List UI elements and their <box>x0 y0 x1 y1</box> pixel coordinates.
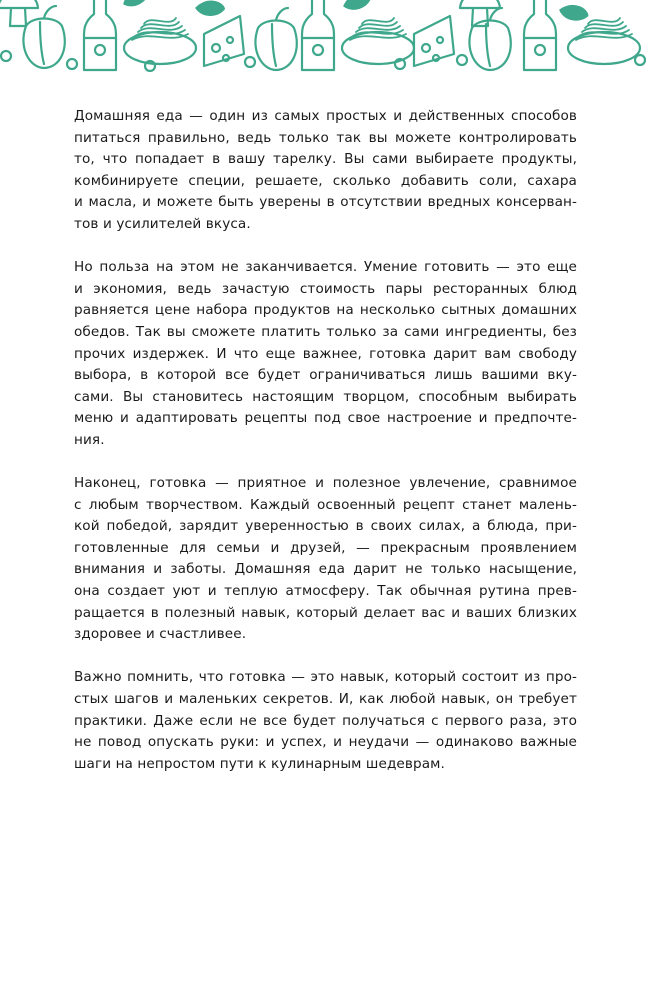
body-text <box>74 106 577 797</box>
text-line: и масла, и можете быть уверены в отсутствии вредных консерван- <box>74 194 577 211</box>
text-line: тов и усилителей вкуса. <box>74 215 251 232</box>
text-line: прочих издержек. И что еще важнее, готовка дарит вам свободу <box>74 345 577 362</box>
leaf-icon <box>195 0 225 18</box>
pea-icon <box>635 55 645 65</box>
paragraph <box>74 257 577 451</box>
text-line: питаться правильно, ведь только так вы можете контролировать <box>74 129 577 146</box>
food-pattern-banner <box>0 0 650 72</box>
text-line: готовленные для семьи и друзей, — прекрасным проявлением <box>74 539 577 556</box>
pea-icon <box>1 51 11 61</box>
text-line: Важно помнить, что готовка — это навык, который состоит из про- <box>74 669 577 686</box>
text-line: меню и адаптировать рецепты под свое настроение и предпочте- <box>74 410 577 427</box>
pea-icon <box>245 57 255 67</box>
bottle-icon <box>84 0 116 70</box>
paragraph <box>74 106 577 236</box>
text-line: не повод опускать руки: и успех, и неудачи — одинаково важные <box>74 734 577 751</box>
leaf-icon <box>342 0 372 11</box>
text-line: стых шагов и маленьких секретов. И, как любой навык, он требует <box>74 691 577 708</box>
text-line: то, что попадает в вашу тарелку. Вы сами выбираете продукты, <box>74 151 577 168</box>
text-line: практики. Даже если не все будет получаться с первого раза, это <box>74 712 577 729</box>
text-line: здоровее и счастливее. <box>74 626 247 643</box>
text-line: с любым творчеством. Каждый освоенный рецепт станет малень- <box>74 496 577 513</box>
text-line: выбора, в которой все будет ограничиваться лишь вашими вку- <box>74 367 577 384</box>
text-line: равняется цене набора продуктов на несколько сытных домашних <box>74 302 577 319</box>
paragraph <box>74 473 577 646</box>
text-line: шаги на непростом пути к кулинарным шедеврам. <box>74 755 445 772</box>
text-line: ращается в полезный навык, который делает вас и ваших близких <box>74 604 577 621</box>
text-line: она создает уют и теплую атмосферу. Так обычная рутина прев- <box>74 583 577 600</box>
pea-icon <box>457 55 467 65</box>
text-line: сами. Вы становитесь настоящим творцом, способным выбирать <box>74 388 577 405</box>
text-line: ния. <box>74 431 105 448</box>
bottle-icon <box>524 0 556 70</box>
bottle-icon <box>302 0 334 70</box>
text-line: Наконец, готовка — приятное и полезное увлечение, сравнимое <box>74 475 577 492</box>
mushroom-icon <box>0 0 38 8</box>
mushroom-icon <box>460 0 500 8</box>
text-line: и экономия, ведь зачастую стоимость пары ресторанных блюд <box>74 280 577 297</box>
text-line: комбинируете специи, решаете, сколько добавить соли, сахара <box>74 172 577 189</box>
text-line: обедов. Так вы сможете платить только за сами ингредиенты, без <box>74 323 577 340</box>
text-line: внимания и заботы. Домашняя еда дарит не только насыщение, <box>74 561 577 578</box>
leaf-icon <box>121 0 152 9</box>
leaf-icon <box>558 1 589 24</box>
text-line: кой победой, зарядит уверенностью в своих силах, а блюда, при- <box>74 518 577 535</box>
text-line: Домашняя еда — один из самых простых и действенных способов <box>74 108 577 124</box>
pea-icon <box>67 59 77 69</box>
food-doodle-pattern <box>0 0 650 72</box>
text-line: Но польза на этом не заканчивается. Умение готовить — это еще <box>74 259 577 276</box>
paragraph <box>74 667 577 775</box>
